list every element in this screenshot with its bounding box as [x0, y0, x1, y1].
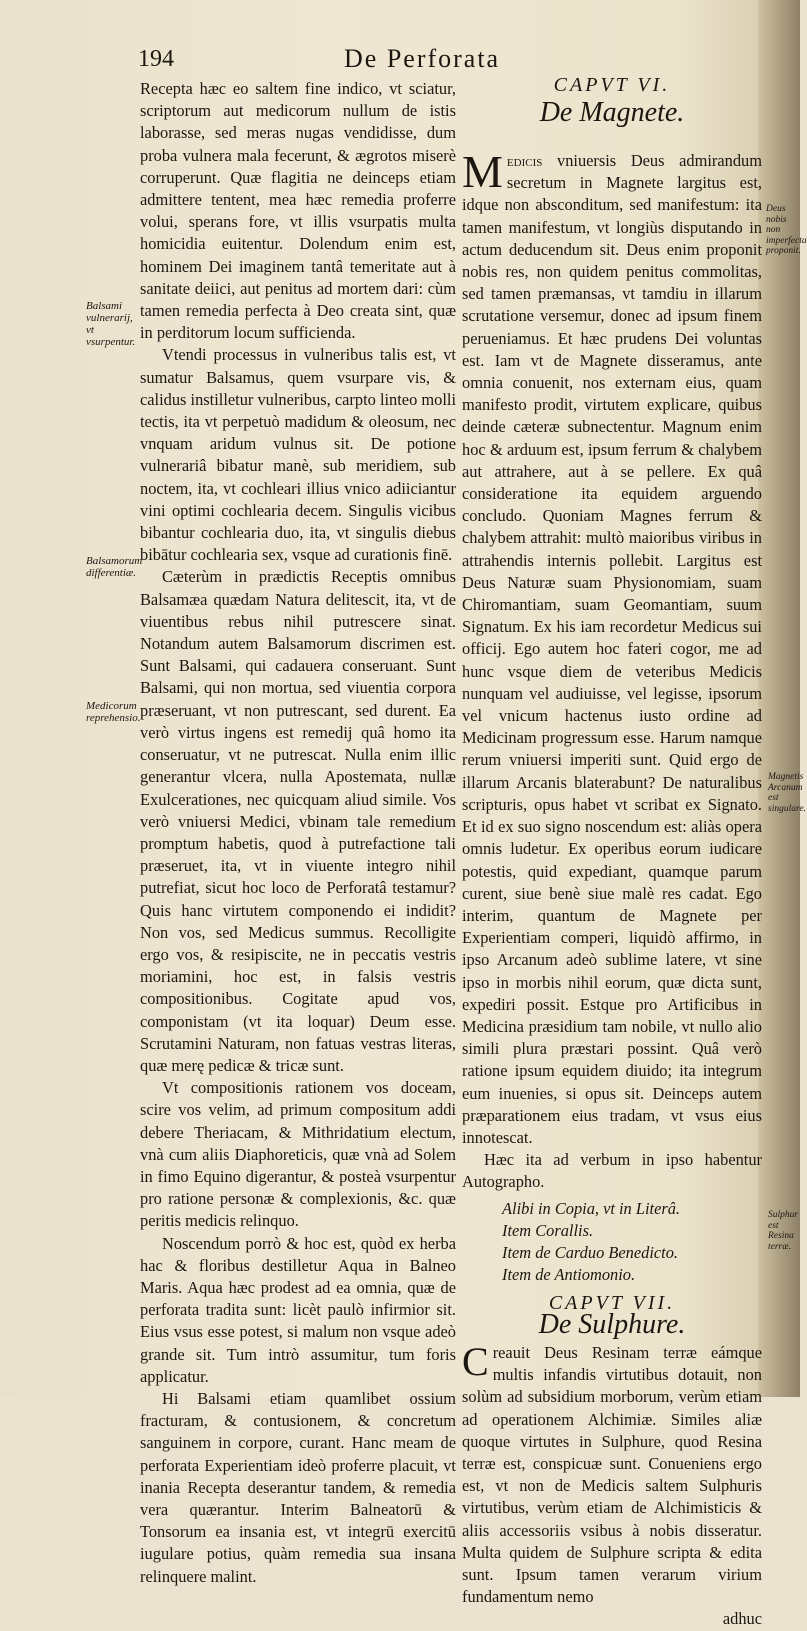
paragraph-text: reauit Deus Resinam terræ eámque multis infandis virtutibus dotauit, non solùm ad subsidium morborum, verùm etiam ad operationem Alchimiæ. Similes aliæ quoque virtutes in Sulphure, quod Resina terræ est, conspicuæ sunt. Conueniens ergo est, vt non de Medicis saltem Sulphuris virtutibus, verùm etiam de Alchimisticis & aliis accessoriis vsibus à nobis disseratur. Multa quidem de Sulphure scripta & edita sunt. Ipsum tamen verarum virium fundamentum nemo: [462, 1342, 762, 1607]
chapter-label: CAPVT VII.: [548, 1291, 676, 1314]
running-title: De Perforata: [344, 44, 501, 73]
paragraph: Cæterùm in prædictis Receptis omnibus Balsamæa quædam Natura delitescit, ita, vt de viuentibus rebus nihil putrescere sinat. Notandum autem Balsamorum discrimen est. Sunt Balsami, qui cadauera conseruant. Sunt Balsami, qui non mortua, sed viuentia corpora præseruant, vt non putrescant, sed durent. Ea verò virtus ingens est remedij quâ homo ita conseruatur, vt ne putrescat. Nulla enim illic generantur vlcera, nulla Apostemata, nullæ Exulcerationes, nec quicquam aliud simile. Vos verò vniuersi Medici, vbinam tale remedium promptum habetis, quod à putrefactione tali præseruet, ita, vt in viuente integro nihil putrefiat, sicut hoc loco de Perforatâ testamur? Quis hanc virtutem componendo ei indidit? Non vos, sed Medicus summus. Recolligite ergo vos, & resipiscite, ne in peccatis vestris moriamini, hoc est, in falsis vestris compositionibus. Cogitate apud vos, componistam (vt ita loquar) Deum esse. Scrutamini Naturam, non fatuas vestras literas, quæ merę pedicæ & tricæ sunt.: [140, 567, 456, 1075]
page-number: 194: [138, 46, 174, 72]
list-item: Item Corallis.: [502, 1220, 594, 1240]
paragraph: Hæc ita ad verbum in ipso habentur Autographo.: [462, 1150, 762, 1192]
first-word: edicis: [506, 151, 543, 170]
paragraph: Hi Balsami etiam quamlibet ossium fracturam, & contusionem, & concretum sanguinem in corpore, curant. Hanc meam de perforata Experientiam ideò proferre placuit, vt inania Recepta deserantur tandem, & remedia vera quærantur. Interim Balneatorū & Tonsorum ea insania est, vt integrū exercitū iugulare potius, quàm remedia sua insana relinquere malint.: [140, 1388, 456, 1586]
chapter-7-body: [462, 1338, 762, 1608]
paragraph: Recepta hæc eo saltem fine indico, vt sciatur, scriptorum aut medicorum nullum de istis laborasse, sed meras nugas vendidisse, dum proba vulnera mala fecerunt, & ægrotos miserè corruperunt. Quæ flagitia ne deinceps etiam admittere tentent, mea hæc remedia proferre volui, sperans fore, vt illis vsurpatis multa homicidia euitentur. Dolendum enim est, hominem Dei imaginem tantâ temeritate aut à sanitate deiici, aut penitus ad mortem dari: cùm tamen remedia perfecta à Deo creata sint, quæ in perditorum locum sufficienda.: [140, 79, 456, 343]
paragraph: Vt compositionis rationem vos doceam, scire vos velim, ad primum compositum addi debere Theriacam, & Mithridatium electum, vnà cum aliis Diaphoreticis, quæ vnà ad Solem in fimo Equino digerantur, & posteà vsurpentur pro ratione personæ & complexionis, &c. quæ peritis medicis relinquo.: [140, 1078, 456, 1231]
catchword: adhuc: [722, 1609, 762, 1629]
chapter-title: De Magnete.: [539, 97, 685, 128]
margin-note: Balsami vulnerarij, vt vsurpentur.: [86, 300, 136, 348]
paragraph-text: vniuersis Deus admirandum secretum in Magnete largitus est, idque non absconditum, sed manifestum: ita tamen manifestum, vt longiùs disputando in actum deducendum sit. Deus enim proponit nobis res, non quidem penitus commolitas, sed tamen præmansas, vt tamdiu in illarum scrutatione versemur, donec ad ipsum finem perueniamus. Et hæc prudens Dei voluntas est. Iam vt de Magnete disseramus, ante omnia conuenit, nos externam eius, quam manifesto prodit, virtutem explicare, quibus deinde cæteræ subnectentur. Magnum enim hoc & arduum est, ipsum ferrum & chalybem aut attrahere, aut à se pellere. Ex quâ consideratione ita equidem arguendo concludo. Quoniam Magnes ferrum & chalybem attrahit: multò maioribus viribus in attrahendis internis pollebit. Largitus est Deus Naturæ suam Physionomiam, suam Chiromantiam, suam Geomantiam, suum Signatum. Ex his iam recordetur Medicus sui officij. Ego autem hoc fateri cogor, me ad hunc vsque diem de veteribus Medicis nunquam vel audiuisse, vel legisse, ipsorum vel vnicum hactenus iusto ordine ad Medicinam progressum esse. Harum namque rerum vniuersi imperiti sunt. Quid ergo de illarum Arcanis blaterabunt? De naturalibus scripturis, opus habet vt scribat ex Signato. Et id ex suo signo noscendum est: aliàs opera omnis ludetur. Ex operibus eorum iudicare potestis, quid expediant, quamque parum curent, siue benè siue malè res cadat. Ego interim, quantum de Magnete per Experientiam comperi, liquidò affirmo, in ipso Arcanum adeò sublime latere, vt sine ipso in morbis nihil eorum, quæ dicta sunt, expediri possit. Estque pro Artificibus in Medicina præsidium tam nobile, vt nullo alio simili plura præstari possint. Quâ verò ratione ipsum equidem diuido; ita integrum eum inuenies, si opus sit. Deinceps autem præparationem eius tradam, vt vsus eius innotescat.: [462, 151, 762, 1147]
margin-note: Medicorum reprehensio.: [86, 700, 141, 724]
chapter-label: CAPVT VI.: [553, 74, 671, 96]
margin-note: Balsamorum differentiæ.: [86, 555, 143, 579]
chapter-6-heading: [462, 74, 762, 129]
right-column: [462, 146, 762, 1631]
margin-note: Deus nobis non imperfecta proponit.: [766, 204, 807, 256]
references-list: [502, 1198, 762, 1286]
list-item: Item de Carduo Benedicto.: [502, 1242, 678, 1262]
chapter-title: De Sulphure.: [538, 1308, 686, 1340]
list-item: Alibi in Copia, vt in Literâ.: [502, 1198, 681, 1218]
margin-note: Sulphur est Resina terræ.: [768, 1210, 799, 1252]
drop-cap: M: [462, 146, 503, 197]
drop-cap: C: [462, 1338, 489, 1384]
chapter-7-heading: [462, 1291, 762, 1340]
left-column: [140, 78, 456, 1588]
paragraph: Vtendi processus in vulneribus talis est, vt sumatur Balsamus, quem vsurpare vis, & calidus instilletur vulneribus, carpto linteo molli tectis, ita vt perpetuò madidum & oleosum, nec vnquam aridum vulnus sit. De potione vulnerariâ bibatur manè, sub meridiem, sub noctem, ita, vt cochleari illius vnico adiiciantur vini optimi cochlearia decem. Singulis vicibus bibantur cochlearia duo, ita, vt singulis diebus bibātur cochlearia sex, vsque ad curationis finē.: [140, 345, 456, 565]
list-item: Item de Antiomonio.: [502, 1264, 636, 1284]
paragraph: Noscendum porrò & hoc est, quòd ex herba hac & floribus destilletur Aqua in Balneo Maris. Aqua hæc prodest ad ea omnia, quæ de perforata tradita sunt: licèt paulò infirmior sit. Eius vsus esse potest, si malum non vsque adeò grande sit. Tum intrò assumitur, tum foris applicatur.: [140, 1233, 456, 1386]
margin-note: Magnetis Arcanum est singulare.: [768, 772, 806, 814]
chapter-6-body: [462, 146, 762, 1149]
